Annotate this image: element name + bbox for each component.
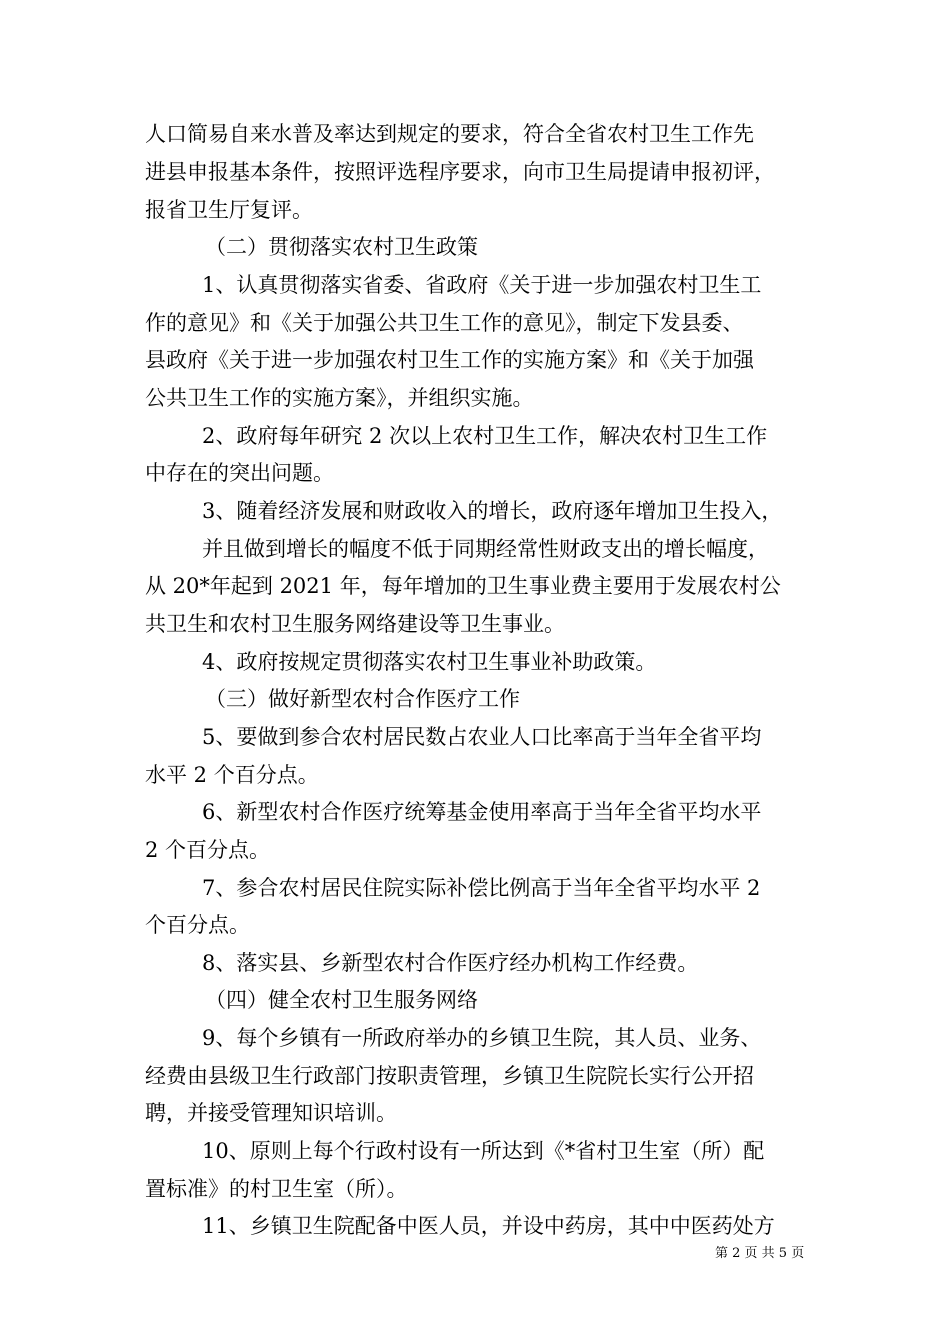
text-line: 县政府《关于进一步加强农村卫生工作的实施方案》和《关于加强 (145, 348, 754, 372)
text-line: 共卫生和农村卫生服务网络建设等卫生事业。 (145, 612, 565, 636)
section-heading-3: （三）做好新型农村合作医疗工作 (205, 687, 520, 711)
text-line: 2 个百分点。 (145, 838, 271, 862)
text-line: 2、政府每年研究 2 次以上农村卫生工作，解决农村卫生工作 (202, 424, 768, 448)
text-line: 人口简易自来水普及率达到规定的要求，符合全省农村卫生工作先 (145, 122, 754, 146)
section-heading-2: （二）贯彻落实农村卫生政策 (205, 235, 478, 259)
text-line: 7、参合农村居民住院实际补偿比例高于当年全省平均水平 2 (202, 876, 761, 900)
page-number-footer: 第 2 页 共 5 页 (715, 1246, 805, 1261)
text-line: 进县申报基本条件，按照评选程序要求，向市卫生局提请申报初评， (145, 160, 775, 184)
text-line: 4、政府按规定贯彻落实农村卫生事业补助政策。 (202, 650, 657, 674)
text-line: 10、原则上每个行政村设有一所达到《*省村卫生室（所）配 (202, 1139, 765, 1163)
text-line: 从 20*年起到 2021 年，每年增加的卫生事业费主要用于发展农村公 (145, 574, 781, 598)
text-line: 1、认真贯彻落实省委、省政府《关于进一步加强农村卫生工 (202, 273, 762, 297)
text-line: 3、随着经济发展和财政收入的增长，政府逐年增加卫生投入， (202, 499, 783, 523)
text-line: 个百分点。 (145, 913, 250, 937)
text-line: 水平 2 个百分点。 (145, 763, 319, 787)
text-line: 经费由县级卫生行政部门按职责管理，乡镇卫生院院长实行公开招 (145, 1064, 754, 1088)
text-line: 报省卫生厅复评。 (145, 198, 313, 222)
text-line: 6、新型农村合作医疗统筹基金使用率高于当年全省平均水平 (202, 800, 762, 824)
text-line: 置标准》的村卫生室（所）。 (145, 1177, 408, 1201)
text-line: 并且做到增长的幅度不低于同期经常性财政支出的增长幅度， (202, 537, 769, 561)
text-line: 公共卫生工作的实施方案》，并组织实施。 (145, 386, 534, 410)
text-line: 11、乡镇卫生院配备中医人员，并设中药房，其中中医药处方 (202, 1214, 775, 1238)
text-line: 作的意见》和《关于加强公共卫生工作的意见》，制定下发县委、 (145, 311, 744, 335)
section-heading-4: （四）健全农村卫生服务网络 (205, 988, 478, 1012)
text-line: 5、要做到参合农村居民数占农业人口比率高于当年全省平均 (202, 725, 762, 749)
text-line: 聘，并接受管理知识培训。 (145, 1101, 397, 1125)
text-line: 8、落实县、乡新型农村合作医疗经办机构工作经费。 (202, 951, 699, 975)
text-line: 中存在的突出问题。 (145, 461, 334, 485)
text-line: 9、每个乡镇有一所政府举办的乡镇卫生院，其人员、业务、 (202, 1026, 762, 1050)
